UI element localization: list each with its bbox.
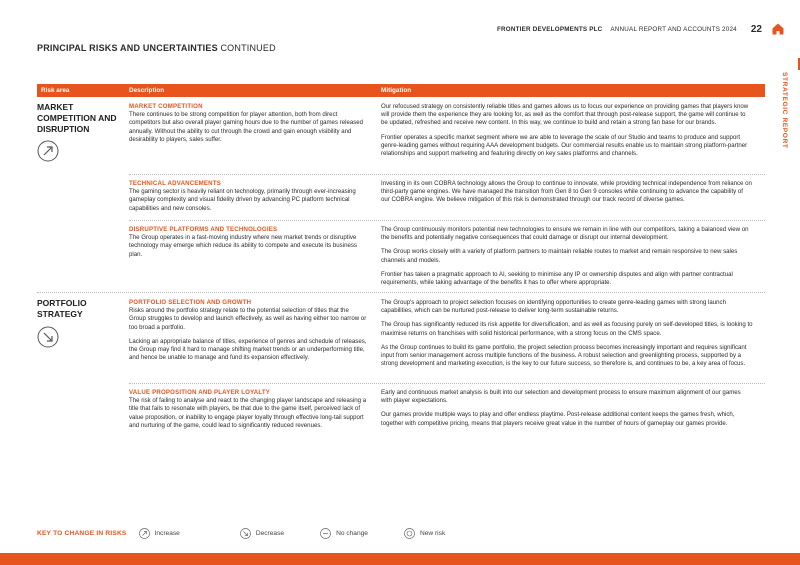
footer-bar xyxy=(0,553,800,565)
side-tab-strategic-report[interactable] xyxy=(779,70,793,170)
risk-area-line: PORTFOLIO xyxy=(37,298,87,308)
risk-description-text: The risk of failing to analyse and react to the changing player landscape and releasing a title that fails to resonate with players, be that due to the game itself, perceived lack of value proposition, or inability to engage player loyalty through effective long-tail support and nurturing of the game, could lead to significantly reduced revenues. xyxy=(129,397,367,429)
section-divider xyxy=(37,292,765,293)
risk-area-line: COMPETITION AND xyxy=(37,113,117,123)
table-header xyxy=(37,84,765,97)
risk-title: MARKET COMPETITION xyxy=(129,103,203,110)
risk-description-text: There continues to be strong competition for player attention, both from direct competitors but also overall player gaming hours due to the number of games released annually. Without the ability to cut through the crowd and gain enough visibility and desirability to players, sales suffer. xyxy=(129,111,364,143)
new-risk-icon xyxy=(404,528,415,539)
risk-description-portfolio-selection xyxy=(129,299,367,368)
page-title-main: PRINCIPAL RISKS AND UNCERTAINTIES xyxy=(37,43,218,53)
risk-description-value-proposition xyxy=(129,389,367,436)
decrease-icon xyxy=(240,528,251,539)
key-item-no-change xyxy=(320,528,368,539)
risk-title: TECHNICAL ADVANCEMENTS xyxy=(129,180,221,187)
col-header-risk-area: Risk area xyxy=(41,87,70,94)
report-name: ANNUAL REPORT AND ACCOUNTS 2024 xyxy=(610,25,737,33)
decrease-icon xyxy=(37,326,59,348)
row-divider xyxy=(129,383,765,384)
mitigation-text: Frontier has taken a pragmatic approach to AI, seeking to minimise any IP or ownership disputes and align with partner contractual requirements, while taking advantage of the benefits it has to offer where appropriate. xyxy=(381,270,733,287)
risk-description-text: Risks around the portfolio strategy relate to the potential selection of titles that the Group struggles to develop and launch effectively, as well as having either too narrow or too broad a portfolio. xyxy=(129,307,367,331)
key-item-increase xyxy=(139,528,180,539)
page-number: 22 xyxy=(750,23,762,35)
risk-title: VALUE PROPOSITION AND PLAYER LOYALTY xyxy=(129,389,271,396)
increase-icon xyxy=(37,140,59,162)
risk-title: DISRUPTIVE PLATFORMS AND TECHNOLOGIES xyxy=(129,226,278,233)
home-icon[interactable] xyxy=(772,23,784,35)
risk-area-line: DISRUPTION xyxy=(37,124,90,134)
col-header-description: Description xyxy=(129,87,165,94)
mitigation-text: Investing in its own COBRA technology allows the Group to continue to innovate, while providing technical independence from reliance on third-party game engines. We have managed the transition from Gen 8 to Gen 9 consoles while continuing to advance the capability of our COBRA engine. We believe mitigation of this risk is demonstrated through our track record of diverse games. xyxy=(381,180,752,204)
key-item-label: No change xyxy=(336,530,368,537)
mitigation-text: Frontier operates a specific market segment where we are able to leverage the scale of our Studio and teams to produce and support genre-leading games without requiring AAA development budgets. Our commercial results enable us to maintain strong platform-partner relationships and support marketing and featuring directly on key sales platforms and channels. xyxy=(381,133,748,158)
risk-mitigation-disruptive-platforms xyxy=(381,226,753,293)
key-item-label: Decrease xyxy=(255,530,285,537)
risk-title: PORTFOLIO SELECTION AND GROWTH xyxy=(129,299,252,306)
key-label: KEY TO CHANGE IN RISKS xyxy=(37,530,127,537)
key-item-decrease xyxy=(240,528,284,539)
risk-description-text: The gaming sector is heavily reliant on technology, primarily through ever-increasing gameplay complexity and visual fidelity driven by advancing PC platform technical capabilities and new consoles. xyxy=(129,188,356,212)
row-divider xyxy=(129,220,765,221)
risk-mitigation-technical-advancements xyxy=(381,180,753,211)
key-item-label: Increase xyxy=(154,530,180,537)
risk-description-text: Lacking an appropriate balance of titles, experience of genres and schedule of releases, the Group may find it hard to manage shifting market trends or an underperforming title, and hence be unable to manage and fund its expansion effectively. xyxy=(129,337,367,362)
risk-description-text: The Group operates in a fast-moving industry where new market trends or disruptive technology may emerge which reduce its ability to compete and execute its business plan. xyxy=(129,234,357,258)
page-title-suffix: CONTINUED xyxy=(220,43,276,53)
col-header-mitigation: Mitigation xyxy=(381,87,412,94)
risk-description-market-competition xyxy=(129,103,367,150)
side-tab-label: STRATEGIC REPORT xyxy=(781,72,788,149)
key-item-new-risk xyxy=(404,528,445,539)
page-header xyxy=(497,23,784,35)
risk-mitigation-market-competition xyxy=(381,103,753,164)
company-name: FRONTIER DEVELOPMENTS PLC xyxy=(497,25,603,33)
increase-icon xyxy=(139,528,150,539)
risk-area-line: MARKET xyxy=(37,102,74,112)
risk-area-line: STRATEGY xyxy=(37,309,83,319)
key-item-label: New risk xyxy=(419,530,446,537)
mitigation-text: Early and continuous market analysis is built into our selection and development process to ensure maximum alignment of our games with player expectations. xyxy=(381,389,741,405)
risk-description-technical-advancements xyxy=(129,180,367,219)
mitigation-text: As the Group continues to build its game portfolio, the project selection process becomes increasingly important and requires significant input from senior management across multiple functions of the business. A robust selection and greenlighting process, supported by a strong development and marketing execution, is the key to our future success, so therefore is, and continues to be, a key area of focus. xyxy=(381,343,747,368)
row-divider xyxy=(129,174,765,175)
mitigation-text: The Group works closely with a variety of platform partners to maintain reliable routes to market and remain responsive to new sales channels and models. xyxy=(381,248,738,264)
mitigation-text: The Group's approach to project selection focuses on identifying opportunities to create genre-leading games with strong launch capabilities, which can be nurtured post-release to deliver long-term sustainable returns. xyxy=(381,299,726,315)
no-change-icon xyxy=(320,528,331,539)
page-title xyxy=(37,43,276,53)
risk-area-portfolio xyxy=(37,298,87,320)
risk-area-market xyxy=(37,102,117,135)
mitigation-text: The Group has significantly reduced its risk appetite for diversification, and as well as focusing purely on self-developed titles, is looking to maximise returns on franchises with solid historical performance, with a strong focus on the CMS space. xyxy=(381,321,753,337)
mitigation-text: Our refocused strategy on consistently reliable titles and games allows us to focus our experience on providing games that players know will provide them the experience they are looking for, as well as the comfort that through post-release support, the game will continue to be updated, refreshed and receive new content. In this way, we continue to build and retain a strong fan base for our brands. xyxy=(381,103,749,127)
risk-change-key xyxy=(37,528,471,539)
mitigation-text: The Group continuously monitors potential new technologies to ensure we remain in line with our competitors, taking a balanced view on the benefits and potentially negative consequences that could damage or disrupt our internal development. xyxy=(381,226,749,242)
risk-description-disruptive-platforms xyxy=(129,226,367,265)
risk-mitigation-value-proposition xyxy=(381,389,753,434)
mitigation-text: Our games provide multiple ways to play and offer endless playtime. Post-release additional content keeps the games fresh, which, together with competitive pricing, means that players receive great value in the number of hours of gameplay our games provide. xyxy=(381,411,735,427)
risk-mitigation-portfolio-selection xyxy=(381,299,753,374)
